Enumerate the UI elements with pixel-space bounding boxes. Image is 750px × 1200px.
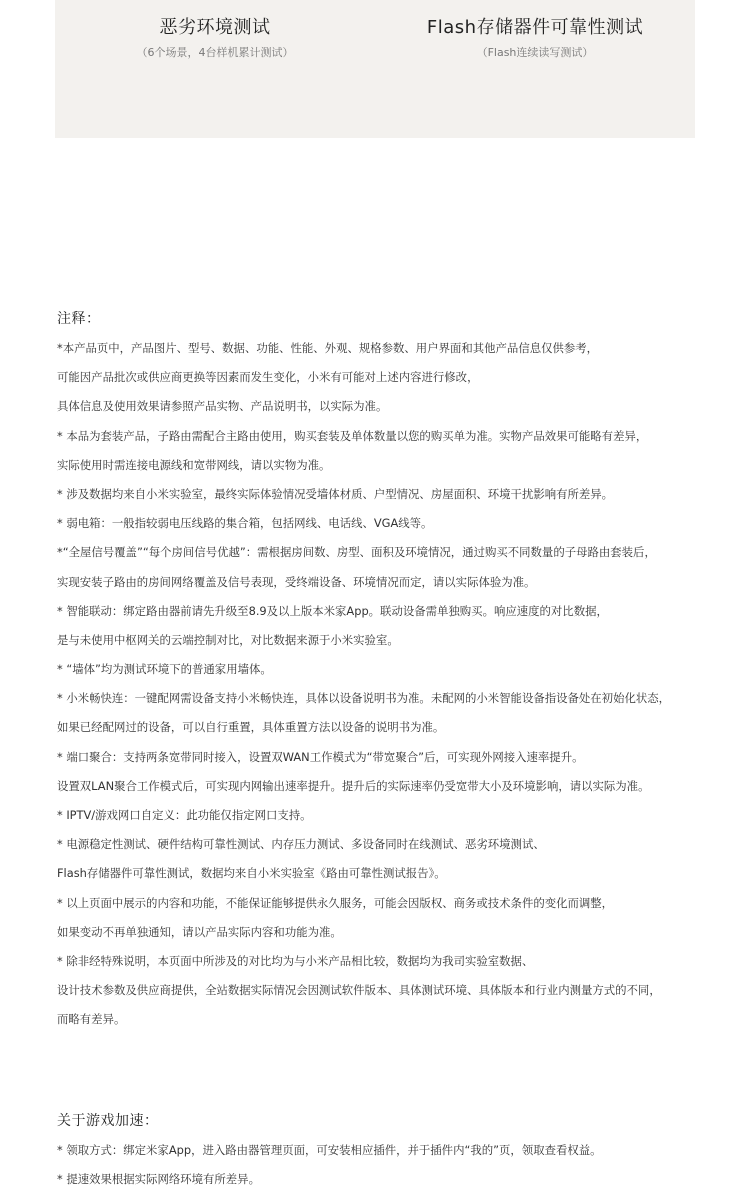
note-line: 实际使用时需连接电源线和宽带网线，请以实物为准。 [57, 457, 331, 472]
notes-heading: 注释： [57, 311, 101, 327]
note-line: * 电源稳定性测试、硬件结构可靠性测试、内存压力测试、多设备同时在线测试、恶劣环境测试、 [57, 837, 545, 852]
note-line: 设置双LAN聚合工作模式后，可实现内网输出速率提升。提升后的实际速率仍受宽带大小及环境影响，请以实际为准。 [57, 778, 650, 793]
flash-reliability-test [375, 16, 695, 62]
game-acceleration-list [57, 1140, 737, 1198]
flash-reliability-test-title: Flash存储器件可靠性测试 [426, 17, 644, 38]
note-line: * 本品为套装产品，子路由需配合主路由使用，购买套装及单体数量以您的购买单为准。实物产品效果可能略有差异， [57, 428, 648, 443]
flash-reliability-test-subtitle: （Flash连续读写测试） [476, 46, 594, 59]
game-note-line: * 领取方式：绑定米家App，进入路由器管理页面，可安装相应插件，并于插件内“我的”页，领取查看权益。 [57, 1143, 602, 1157]
note-line: * 涉及数据均来自小米实验室，最终实际体验情况受墙体材质、户型情况、房屋面积、环境干扰影响有所差异。 [57, 486, 614, 501]
harsh-environment-test-subtitle: （6个场景，4台样机累计测试） [136, 46, 294, 59]
harsh-environment-test [55, 16, 375, 62]
note-line: * 小米畅快连：一键配网需设备支持小米畅快连，具体以设备说明书为准。未配网的小米智能设备指设备处在初始化状态， [57, 691, 671, 706]
test-summary-panel [55, 0, 695, 138]
note-line: 如果已经配网过的设备，可以自行重置，具体重置方法以设备的说明书为准。 [57, 720, 445, 735]
note-line: * “墙体”均为测试环境下的普通家用墙体。 [57, 662, 272, 677]
note-line: * 智能联动：绑定路由器前请先升级至8.9及以上版本米家App。联动设备需单独购买。响应速度的对比数据， [57, 603, 608, 618]
note-line: *本产品页中，产品图片、型号、数据、功能、性能、外观、规格参数、用户界面和其他产品信息仅供参考， [57, 341, 599, 355]
note-line: 具体信息及使用效果请参照产品实物、产品说明书，以实际为准。 [57, 399, 388, 414]
harsh-environment-test-title: 恶劣环境测试 [159, 17, 271, 38]
note-line: 可能因产品批次或供应商更换等因素而发生变化，小米有可能对上述内容进行修改， [57, 370, 479, 385]
note-line: *“全屋信号覆盖”“每个房间信号优越”：需根据房间数、房型、面积及环境情况，通过购买不同数量的子母路由套装后， [57, 545, 656, 560]
note-line: * 以上页面中展示的内容和功能，不能保证能够提供永久服务，可能会因版权、商务或技术条件的变化而调整， [57, 895, 614, 910]
note-line: 实现安装子路由的房间网络覆盖及信号表现，受终端设备、环境情况而定，请以实际体验为准。 [57, 574, 536, 589]
note-line: 而略有差异。 [57, 1012, 126, 1027]
game-note-line: * 提速效果根据实际网络环境有所差异。 [57, 1172, 260, 1187]
note-line: 如果变动不再单独通知，请以产品实际内容和功能为准。 [57, 924, 342, 939]
note-line: 设计技术参数及供应商提供，全站数据实际情况会因测试软件版本、具体测试环境、具体版本和行业内测量方式的不同， [57, 983, 661, 998]
note-line: 是与未使用中枢网关的云端控制对比，对比数据来源于小米实验室。 [57, 632, 399, 647]
note-line: Flash存储器件可靠性测试，数据均来自小米实验室《路由可靠性测试报告》。 [57, 866, 446, 881]
note-line: * IPTV/游戏网口自定义：此功能仅指定网口支持。 [57, 808, 312, 822]
note-line: * 端口聚合：支持两条宽带同时接入，设置双WAN工作模式为“带宽聚合”后，可实现外网接入速率提升。 [57, 749, 584, 764]
note-line: * 除非经特殊说明，本页面中所涉及的对比均为与小米产品相比较，数据均为我司实验室数据、 [57, 953, 534, 968]
game-acceleration-heading: 关于游戏加速： [57, 1113, 159, 1129]
notes-list [57, 338, 737, 1039]
note-line: * 弱电箱：一般指较弱电压线路的集合箱，包括网线、电话线、VGA线等。 [57, 516, 433, 531]
